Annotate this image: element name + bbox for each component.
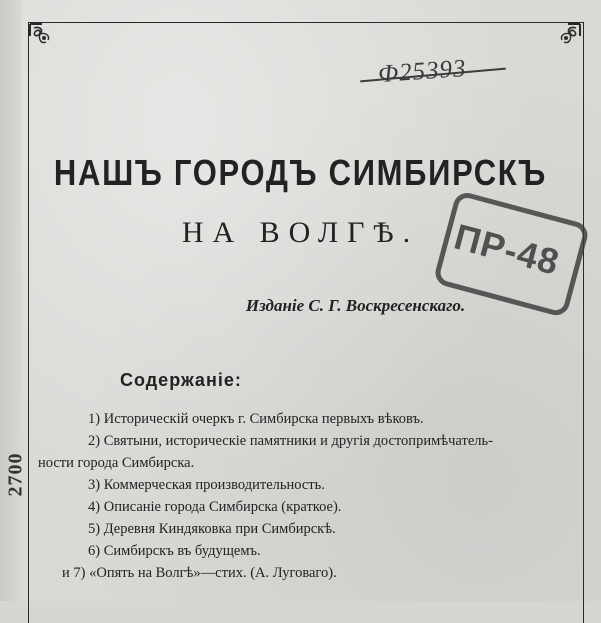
inventory-number: Ф25393 [377,54,468,89]
stamp-text: ПР-48 [450,215,564,283]
item-number: 1) [88,411,101,427]
item-number: и 7) [62,565,86,581]
item-number: 3) [88,477,101,493]
list-item [38,562,572,584]
item-text: Святыни, историческіе памятники и другія достопримѣчатель- [103,433,493,449]
corner-ornament-top-left-icon [26,20,62,56]
list-item [38,540,572,562]
item-text: Историческій очеркъ г. Симбирска первыхъ вѣковъ. [103,411,424,427]
book-title: НАШЪ ГОРОДЪ СИМБИРСКЪ [53,152,548,193]
item-text: Коммерческая производительность. [103,477,325,493]
item-text: Симбирскъ въ будущемъ. [103,543,261,559]
item-number: 5) [88,521,101,537]
item-number: 4) [88,499,101,515]
item-text: Деревня Киндяковка при Симбирскѣ. [103,521,336,537]
item-text: ности города Симбирска. [38,455,195,471]
item-number: 2) [88,433,101,449]
list-item [38,452,572,474]
item-text: «Опять на Волгѣ»—стих. (А. Луговаго). [89,565,337,581]
spine-number: 2700 [4,452,27,497]
item-text: Описаніе города Симбирска (краткое). [103,499,342,515]
list-item [38,430,572,452]
list-item [38,518,572,540]
publisher-line: Изданіе С. Г. Воскресенскаго. [245,296,466,315]
book-subtitle: НА ВОЛГѢ. [181,216,420,249]
item-number: 6) [88,543,101,559]
contents-list [38,408,572,584]
list-item [38,474,572,496]
contents-heading: Содержаніе: [120,370,242,390]
list-item [38,496,572,518]
corner-ornament-top-right-icon [548,20,584,56]
list-item [38,408,572,430]
